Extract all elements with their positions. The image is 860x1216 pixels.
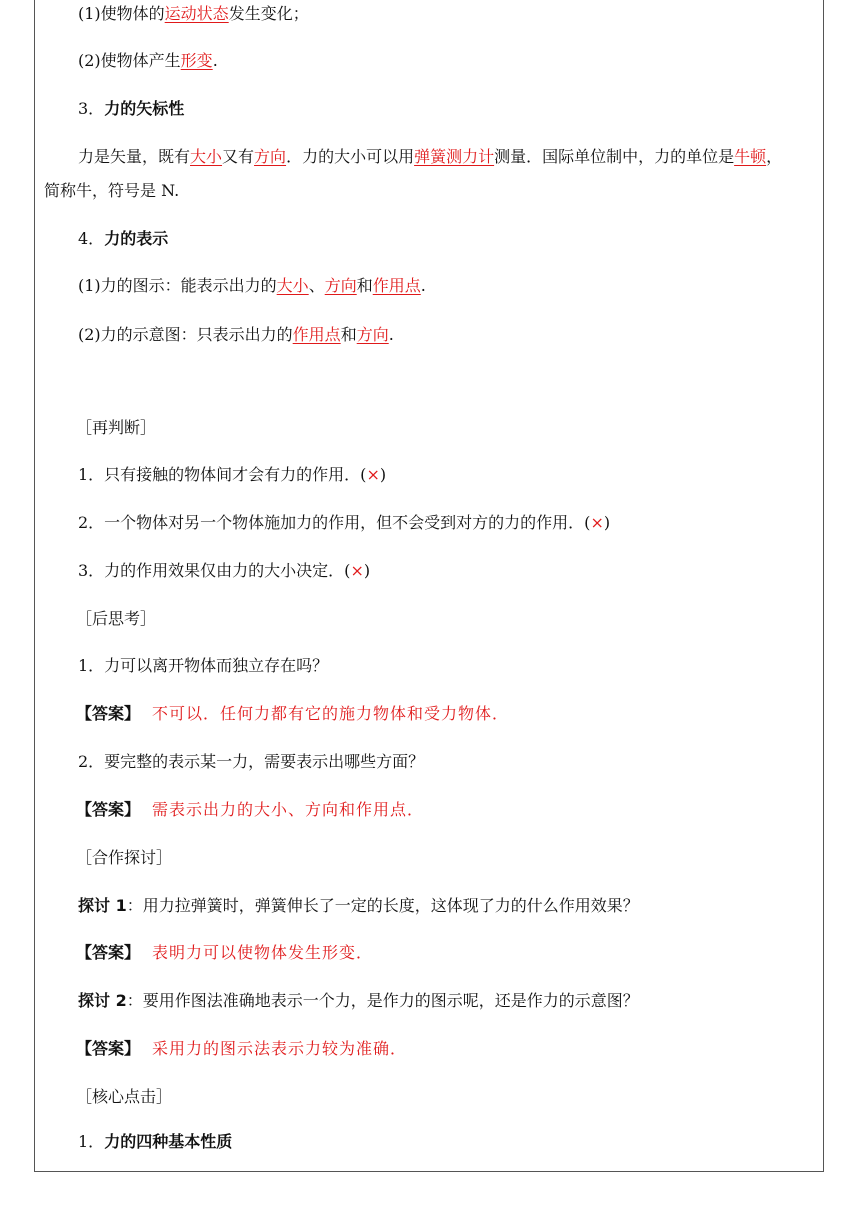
core-item-1 bbox=[78, 1131, 232, 1153]
text: ：要用作图法准确地表示一个力，是作力的图示呢，还是作力的示意图？ bbox=[126, 991, 639, 1010]
heading-text: 力的矢标性 bbox=[104, 99, 185, 118]
section-heading-vector bbox=[78, 98, 184, 120]
text: 力是矢量，既有 bbox=[78, 147, 191, 166]
answer-text: 需表示出力的大小、方向和作用点． bbox=[152, 800, 425, 819]
text: 和 bbox=[356, 276, 373, 295]
heading-text: 力的四种基本性质 bbox=[104, 1132, 233, 1151]
heading-number: 4． bbox=[78, 229, 105, 248]
cross-mark: × bbox=[366, 465, 380, 484]
text: 、 bbox=[308, 276, 325, 295]
blank-answer: 方向 bbox=[254, 147, 287, 166]
text: (1)力的图示：能表示出力的 bbox=[78, 276, 277, 295]
blank-answer: 大小 bbox=[276, 276, 309, 295]
text: . bbox=[388, 325, 394, 344]
blank-answer: 作用点 bbox=[292, 325, 341, 344]
discuss-heading: ［合作探讨］ bbox=[76, 848, 173, 867]
answer-text: 采用力的图示法表示力较为准确． bbox=[152, 1039, 408, 1058]
text: 3．力的作用效果仅由力的大小决定．( bbox=[78, 561, 351, 580]
text: ) bbox=[379, 465, 387, 484]
discuss-question-2 bbox=[78, 990, 639, 1012]
blank-answer: 弹簧测力计 bbox=[414, 147, 495, 166]
discuss-answer-1 bbox=[76, 942, 373, 964]
answer-label: 【答案】 bbox=[76, 1039, 141, 1058]
think-answer-1 bbox=[76, 703, 509, 725]
blank-answer: 作用点 bbox=[372, 276, 421, 295]
text: ．力的大小可以用 bbox=[286, 147, 415, 166]
judge-item-2 bbox=[78, 512, 610, 534]
judge-item-1 bbox=[78, 464, 386, 486]
think-answer-2 bbox=[76, 799, 424, 821]
effect-item-2 bbox=[78, 50, 218, 72]
discuss-question-1 bbox=[78, 895, 639, 917]
text: ) bbox=[363, 561, 371, 580]
text: . bbox=[212, 51, 218, 70]
judge-item-3 bbox=[78, 560, 370, 582]
answer-text: 表明力可以使物体发生形变． bbox=[152, 943, 374, 962]
judge-heading: ［再判断］ bbox=[76, 418, 157, 437]
blank-answer: 运动状态 bbox=[164, 4, 229, 23]
representation-item-2 bbox=[78, 324, 394, 346]
discuss-answer-2 bbox=[76, 1038, 407, 1060]
text: (1)使物体的 bbox=[78, 4, 165, 23]
blank-answer: 方向 bbox=[356, 325, 389, 344]
discuss-label: 探讨 2 bbox=[78, 991, 127, 1010]
answer-label: 【答案】 bbox=[76, 704, 141, 723]
blank-answer: 方向 bbox=[324, 276, 357, 295]
text: (2)力的示意图：只表示出力的 bbox=[78, 325, 293, 344]
text: 又有 bbox=[222, 147, 255, 166]
cross-mark: × bbox=[590, 513, 604, 532]
blank-answer: 形变 bbox=[180, 51, 213, 70]
text: ：用力拉弹簧时，弹簧伸长了一定的长度，这体现了力的什么作用效果？ bbox=[126, 896, 639, 915]
text: 和 bbox=[340, 325, 357, 344]
blank-answer: 大小 bbox=[190, 147, 223, 166]
text: (2)使物体产生 bbox=[78, 51, 181, 70]
text: 发生变化； bbox=[228, 4, 309, 23]
blank-answer: 牛顿 bbox=[734, 147, 767, 166]
heading-number: 3． bbox=[78, 99, 105, 118]
vector-paragraph bbox=[44, 138, 819, 175]
vector-paragraph-cont bbox=[44, 180, 179, 202]
section-heading-representation bbox=[78, 228, 168, 250]
text: ) bbox=[603, 513, 611, 532]
text: 测量．国际单位制中，力的单位是 bbox=[494, 147, 735, 166]
discuss-label: 探讨 1 bbox=[78, 896, 127, 915]
representation-item-1 bbox=[78, 275, 426, 297]
text: 2．一个物体对另一个物体施加力的作用，但不会受到对方的力的作用．( bbox=[78, 513, 591, 532]
text: . bbox=[420, 276, 426, 295]
text: 1．只有接触的物体间才会有力的作用．( bbox=[78, 465, 367, 484]
cross-mark: × bbox=[350, 561, 364, 580]
heading-text: 力的表示 bbox=[104, 229, 169, 248]
core-heading: ［核心点击］ bbox=[76, 1087, 173, 1106]
answer-text: 不可以．任何力都有它的施力物体和受力物体． bbox=[152, 704, 510, 723]
answer-label: 【答案】 bbox=[76, 943, 141, 962]
think-heading: ［后思考］ bbox=[76, 609, 157, 628]
think-question-2: 2．要完整的表示某一力，需要表示出哪些方面？ bbox=[78, 752, 425, 771]
text: 1． bbox=[78, 1132, 105, 1151]
text: ， bbox=[766, 147, 783, 166]
text: 简称牛，符号是 N. bbox=[44, 181, 180, 200]
think-question-1: 1．力可以离开物体而独立存在吗？ bbox=[78, 656, 329, 675]
answer-label: 【答案】 bbox=[76, 800, 141, 819]
effect-item-1 bbox=[78, 3, 309, 25]
